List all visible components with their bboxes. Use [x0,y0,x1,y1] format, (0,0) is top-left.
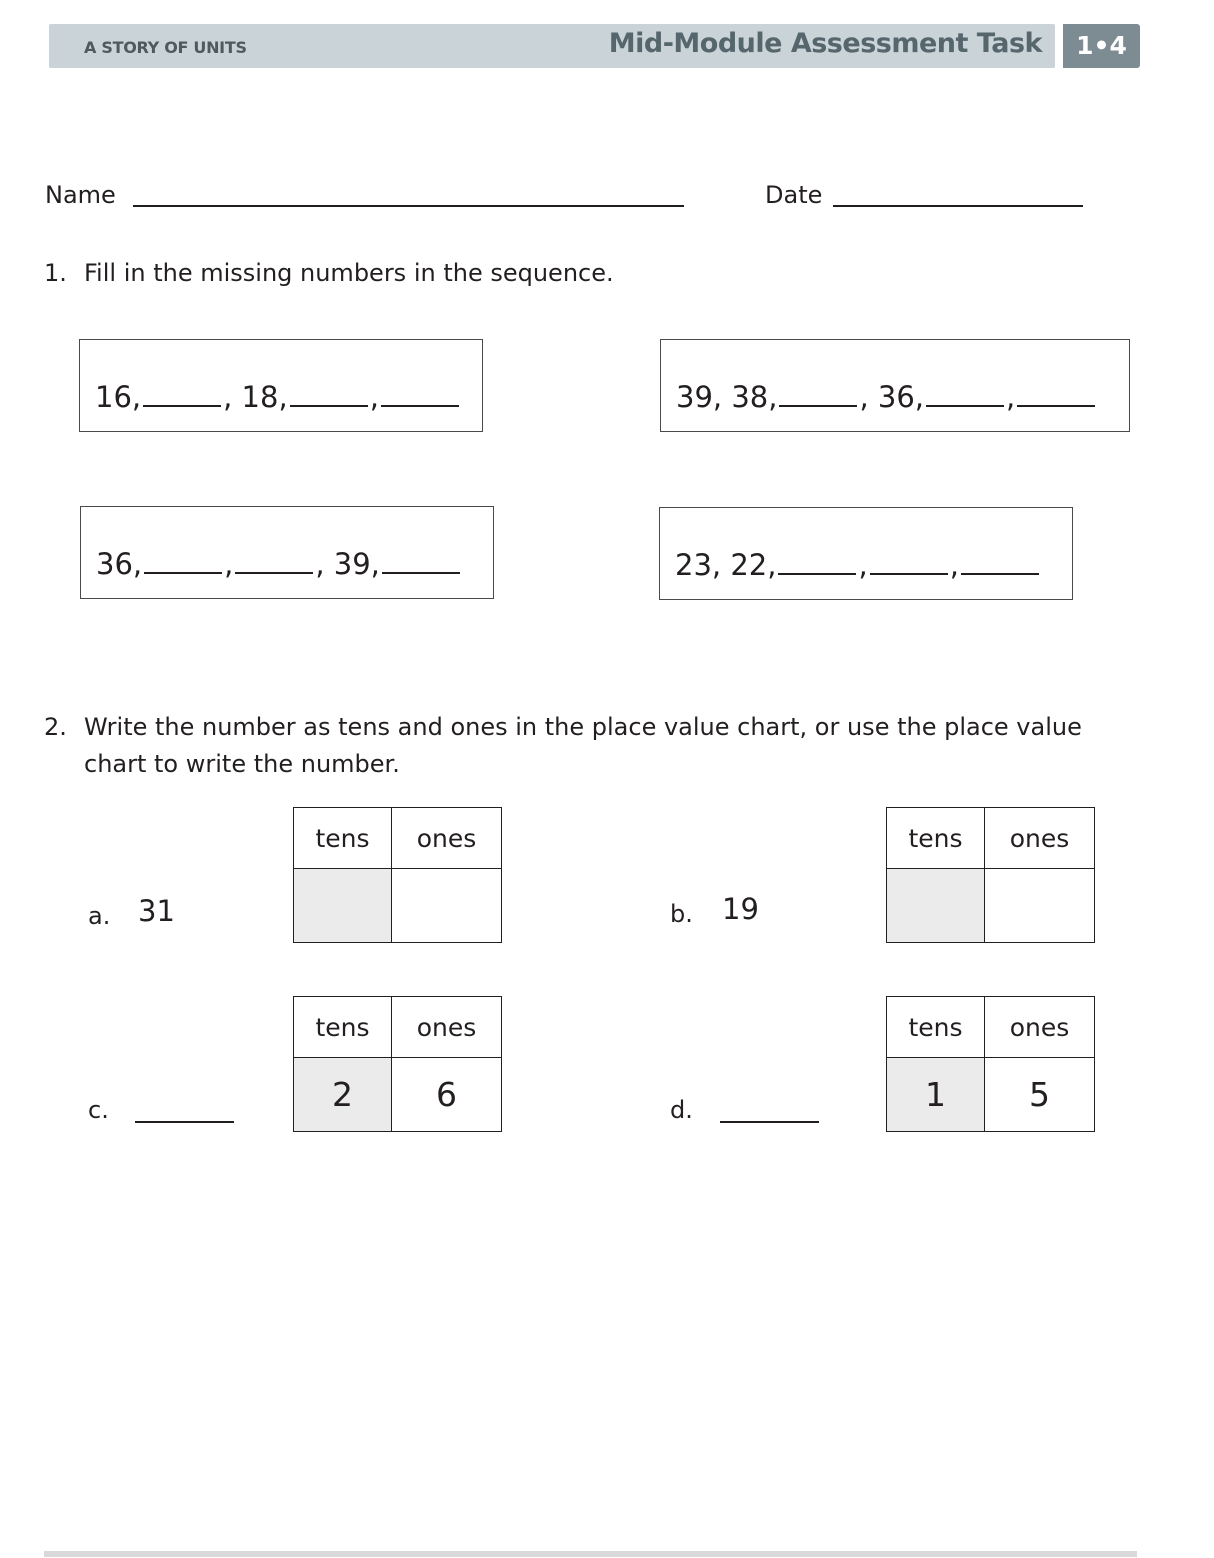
tens-cell[interactable] [294,869,392,943]
tens-cell: 1 [887,1058,985,1132]
ones-header: ones [392,808,502,869]
series-title: A STORY OF UNITS [84,38,247,57]
footer-divider [44,1551,1137,1557]
tens-cell[interactable] [887,869,985,943]
sequence-box-2 [660,339,1130,432]
question-1 [44,255,1144,295]
sequence-start: 36, [96,547,143,581]
sequence-blank[interactable] [778,553,856,575]
name-label: Name [45,181,116,209]
sequence-sep: , [949,548,959,582]
date-label: Date [765,181,823,209]
sequence-blank[interactable] [235,552,313,574]
item-d-answer[interactable] [720,1121,819,1123]
tens-header: tens [294,808,392,869]
question-1-prompt: Fill in the missing numbers in the sequence. [84,259,614,287]
sequence-blank[interactable] [381,385,459,407]
item-b-letter: b. [670,900,693,928]
ones-header: ones [985,997,1095,1058]
place-value-chart-c [293,996,502,1132]
item-a-number: 31 [138,894,175,928]
sequence-blank[interactable] [382,552,460,574]
sequence-sep: , [1006,380,1016,414]
sequence-blank[interactable] [961,553,1039,575]
sequence-sep: , [858,548,868,582]
place-value-chart-d [886,996,1095,1132]
date-field[interactable] [833,205,1083,207]
sequence-text [676,380,1097,414]
ones-cell: 6 [392,1058,502,1132]
sequence-box-1 [79,339,483,432]
sequence-start: 23, 22, [675,548,777,582]
item-c-answer[interactable] [135,1121,234,1123]
ones-cell[interactable] [392,869,502,943]
sequence-text [675,548,1041,582]
tens-cell: 2 [294,1058,392,1132]
sequence-sep: , [369,380,379,414]
tens-header: tens [887,997,985,1058]
question-1-number: 1. [44,259,67,287]
name-field[interactable] [133,205,684,207]
ones-cell[interactable] [985,869,1095,943]
sequence-blank[interactable] [144,552,222,574]
sequence-text [95,380,461,414]
sequence-start: 16, [95,380,142,414]
module-badge: 1•4 [1063,24,1140,68]
item-c-letter: c. [88,1096,109,1124]
place-value-chart-b [886,807,1095,943]
sequence-blank[interactable] [870,553,948,575]
sequence-box-4 [659,507,1073,600]
ones-cell: 5 [985,1058,1095,1132]
sequence-blank[interactable] [926,385,1004,407]
question-2-prompt: Write the number as tens and ones in the place value chart, or use the place value chart to write the number. [84,713,1082,778]
sequence-start: 39, 38, [676,380,778,414]
sequence-blank[interactable] [143,385,221,407]
ones-header: ones [392,997,502,1058]
item-a-letter: a. [88,902,111,930]
sequence-sep: , [224,547,234,581]
ones-header: ones [985,808,1095,869]
question-2 [44,709,1144,789]
sequence-text [96,547,462,581]
tens-header: tens [887,808,985,869]
tens-header: tens [294,997,392,1058]
item-d-letter: d. [670,1096,693,1124]
sequence-box-3 [80,506,494,599]
question-2-number: 2. [44,713,67,741]
sequence-blank[interactable] [290,385,368,407]
sequence-blank[interactable] [1017,385,1095,407]
page-title: Mid-Module Assessment Task [608,28,1042,59]
sequence-sep: , 18, [223,380,288,414]
place-value-chart-a [293,807,502,943]
sequence-sep: , 39, [315,547,380,581]
item-b-number: 19 [722,892,759,926]
sequence-sep: , 36, [859,380,925,414]
sequence-blank[interactable] [779,385,857,407]
